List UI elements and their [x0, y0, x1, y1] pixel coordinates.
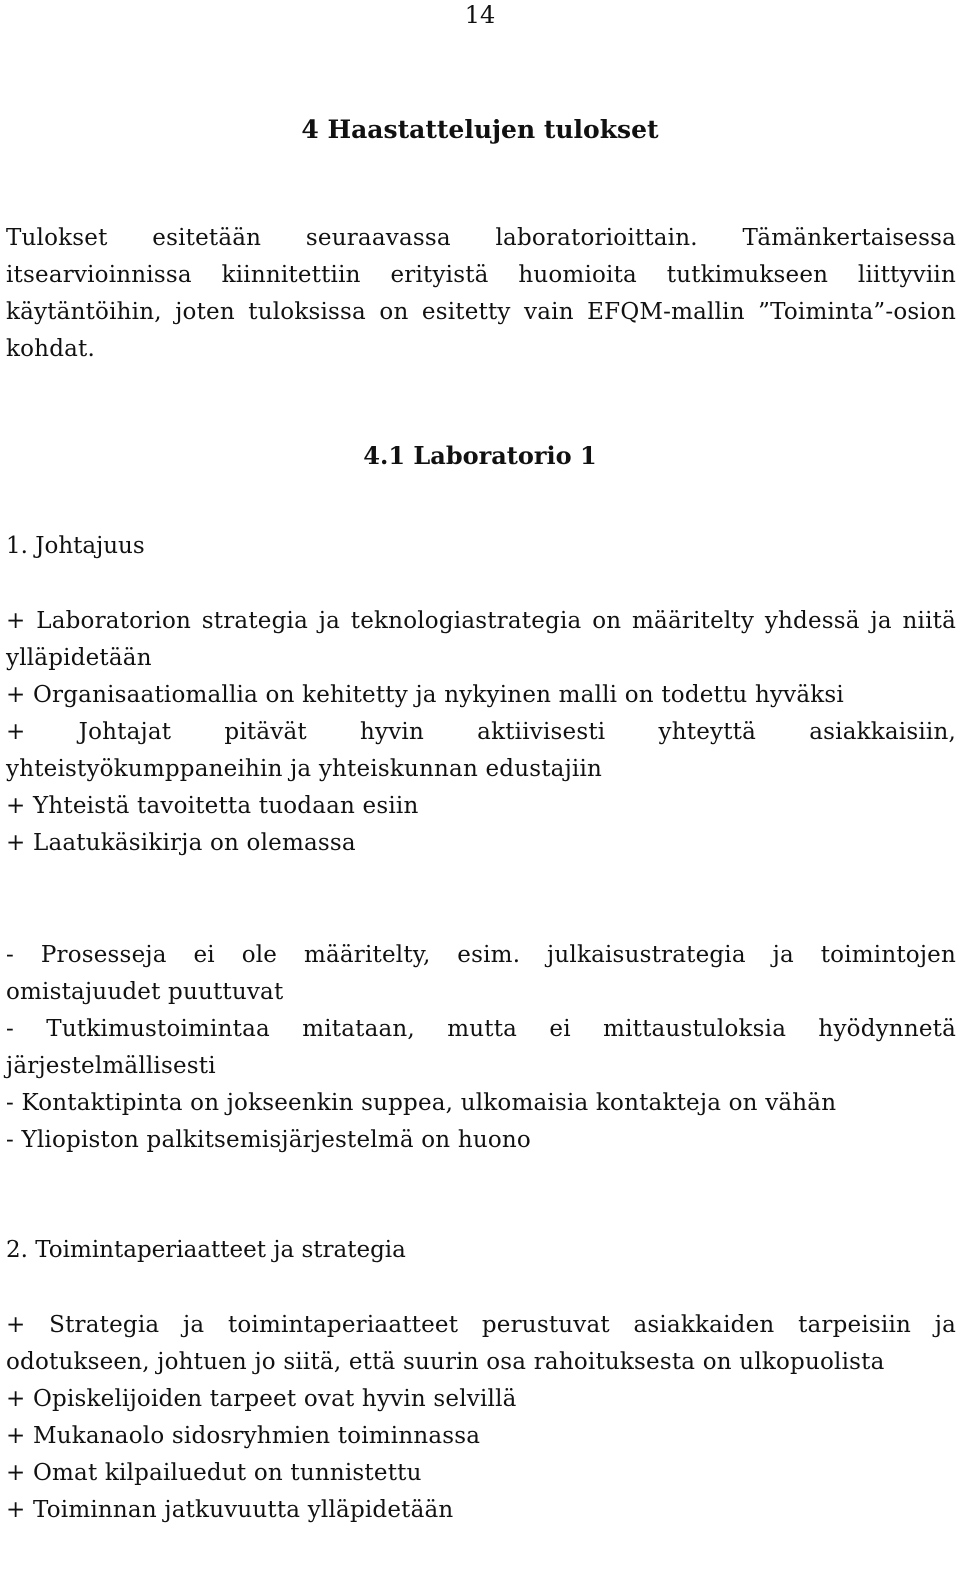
list-item: + Organisaatiomallia on kehitetty ja nykyinen malli on todettu hyväksi: [6, 682, 844, 708]
section1-heading: 1. Johtajuus: [6, 533, 145, 559]
section-title: 4.1 Laboratorio 1: [363, 441, 597, 470]
list-item: - Yliopiston palkitsemisjärjestelmä on huono: [6, 1127, 531, 1153]
list-item: - Kontaktipinta on jokseenkin suppea, ulkomaisia kontakteja on vähän: [6, 1090, 837, 1116]
list-item: + Omat kilpailuedut on tunnistettu: [6, 1460, 422, 1486]
list-item: + Strategia ja toimintaperiaatteet perustuvat asiakkaiden tarpeisiin ja odotukseen, johtuen jo siitä, että suurin osa rahoituksesta on ulkopuolista: [6, 1312, 956, 1375]
list-item: - Tutkimustoimintaa mitataan, mutta ei mittaustuloksia hyödynnetä järjestelmällisesti: [6, 1016, 956, 1079]
section1-weaknesses-list: [6, 937, 956, 1159]
list-item: + Toiminnan jatkuvuutta ylläpidetään: [6, 1497, 454, 1523]
list-item: + Mukanaolo sidosryhmien toiminnassa: [6, 1423, 481, 1449]
page-number: 14: [464, 1, 496, 29]
intro-text: Tulokset esitetään seuraavassa laboratorioittain. Tämänkertaisessa itsearvioinnissa kiinnitettiin erityistä huomioita tutkimukseen liittyviin käytäntöihin, joten tuloksissa on esitetty vain EFQM-mallin ”Toiminta”-osion kohdat.: [6, 225, 956, 362]
list-item: + Yhteistä tavoitetta tuodaan esiin: [6, 793, 419, 819]
intro-paragraph: [6, 220, 956, 368]
list-item: + Laboratorion strategia ja teknologiastrategia on määritelty yhdessä ja niitä ylläpidetään: [6, 608, 956, 671]
section2-heading: 2. Toimintaperiaatteet ja strategia: [6, 1237, 406, 1263]
list-item: + Opiskelijoiden tarpeet ovat hyvin selvillä: [6, 1386, 517, 1412]
section2-strengths-list: [6, 1307, 956, 1529]
list-item: - Prosesseja ei ole määritelty, esim. julkaisustrategia ja toimintojen omistajuudet puuttuvat: [6, 942, 956, 1005]
list-item: + Johtajat pitävät hyvin aktiivisesti yhteyttä asiakkaisiin, yhteistyökumppaneihin ja yhteiskunnan edustajiin: [6, 719, 956, 782]
section1-strengths-list: [6, 603, 956, 862]
list-item: + Laatukäsikirja on olemassa: [6, 830, 356, 856]
chapter-title: 4 Haastattelujen tulokset: [301, 115, 659, 144]
